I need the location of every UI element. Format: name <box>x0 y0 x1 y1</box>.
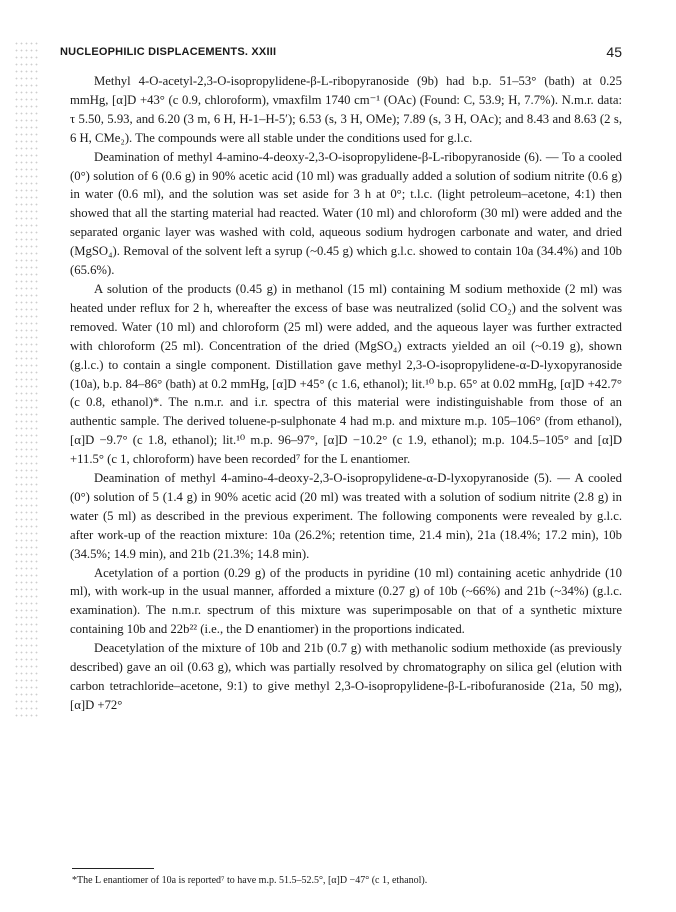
paragraph-acetylation: Acetylation of a portion (0.29 g) of the products in pyridine (10 ml) containing acetic anhydride (10 ml), with work-up in the usual manner, afforded a mixture (0.27 g) of 10b (~66%) and 21b (~34%) (g.l.c. examination). The n.m.r. spectrum of this mixture was superimposable on that of a synthetic mixture containing 10b and 22b²² (i.e., the D enantiomer) in the proportions indicated. <box>70 565 622 637</box>
running-title: NUCLEOPHILIC DISPLACEMENTS. XXIII <box>60 46 277 58</box>
paragraph-deamination-5: Deamination of methyl 4-amino-4-deoxy-2,3-O-isopropylidene-α-D-lyxopyranoside (5). — A cooled (0°) solution of 5 (1.4 g) in 90% acetic acid (20 ml) was treated with a solution of sodium nitrite (2.8 g) in water (5 ml) as described in the previous experiment. The following components were revealed by g.l.c. after work-up of the reaction mixture: 10a (26.2%; retention time, 21.4 min), 21a (18.4%; 17.2 min), 10b (34.5%; 14.9 min), and 21b (21.3%; 14.8 min). <box>70 471 622 561</box>
running-head <box>60 44 622 64</box>
page-binding-edge-texture <box>14 40 38 720</box>
paragraph-deacetylation: Deacetylation of the mixture of 10b and 21b (0.7 g) with methanolic sodium methoxide (as previously described) gave an oil (0.63 g), which was partially resolved by chromatography on silica gel (elution with carbon tetrachloride–acetone, 9:1) to give methyl 2,3-O-isopropylidene-β-L-ribofuranoside (21a, 50 mg), [α]D +72° <box>70 641 622 712</box>
page-number: 45 <box>606 44 622 60</box>
footnote: *The L enantiomer of 10a is reported⁷ to have m.p. 51.5–52.5°, [α]D −47° (c 1, ethanol). <box>72 875 428 886</box>
paragraph-deamination-6: Deamination of methyl 4-amino-4-deoxy-2,3-O-isopropylidene-β-L-ribopyranoside (6). — To a cooled (0°) solution of 6 (0.6 g) in 90% acetic acid (10 ml) was gradually added a solution of sodium nitrite (0.6 g) in water (0.6 ml), and the solution was set aside for 3 h at 0°; t.l.c. (light petroleum–acetone, 4:1) then showed that all the starting material had reacted. Water (10 ml) and chloroform (30 ml) were added and the separated organic layer was washed with cold, aqueous sodium hydrogen carbonate and water, and dried (MgSO₄). Removal of the solvent left a syrup (~0.45 g) which g.l.c. showed to contain 10a (34.4%) and 10b (65.6%). <box>70 149 622 278</box>
body-text <box>70 72 622 715</box>
footnote-rule <box>72 868 154 869</box>
paragraph-compound-9b: Methyl 4-O-acetyl-2,3-O-isopropylidene-β-L-ribopyranoside (9b) had b.p. 51–53° (bath) at 0.25 mmHg, [α]D +43° (c 0.9, chloroform), νmaxfilm 1740 cm⁻¹ (OAc) (Found: C, 53.9; H, 7.7%). N.m.r. data: τ 5.50, 5.93, and 6.20 (3 m, 6 H, H-1–H-5′); 6.53 (s, 3 H, OMe); 7.89 (s, 3 H, OAc); and 8.43 and 8.63 (2 s, 6 H, CMe₂). The compounds were all stable under the conditions used for g.l.c. <box>70 74 622 145</box>
paragraph-methoxide-treatment: A solution of the products (0.45 g) in methanol (15 ml) containing M sodium methoxide (2 ml) was heated under reflux for 2 h, whereafter the excess of base was neutralized (solid CO₂) and the solvent was removed. Water (10 ml) and chloroform (25 ml) were added, and the aqueous layer was further extracted with chloroform (25 ml). Concentration of the dried (MgSO₄) extracts yielded an oil (~0.19 g), shown (g.l.c.) to contain a single component. Distillation gave methyl 2,3-O-isopropylidene-α-D-lyxopyranoside (10a), b.p. 84–86° (bath) at 0.2 mmHg, [α]D +45° (c 1.6, ethanol); lit.¹⁰ b.p. 65° at 0.02 mmHg, [α]D +42.7° (c 0.8, ethanol)*. The n.m.r. and i.r. spectra of this material were indistinguishable from those of an authentic sample. The derived toluene-p-sulphonate 4 had m.p. and mixture m.p. 105–106° (from ethanol), [α]D −9.7° (c 1.8, ethanol); lit.¹⁰ m.p. 96–97°, [α]D −10.2° (c 1.9, ethanol); m.p. 104.5–105° and [α]D +11.5° (c 1, chloroform) have been recorded⁷ for the L enantiomer. <box>70 281 622 467</box>
